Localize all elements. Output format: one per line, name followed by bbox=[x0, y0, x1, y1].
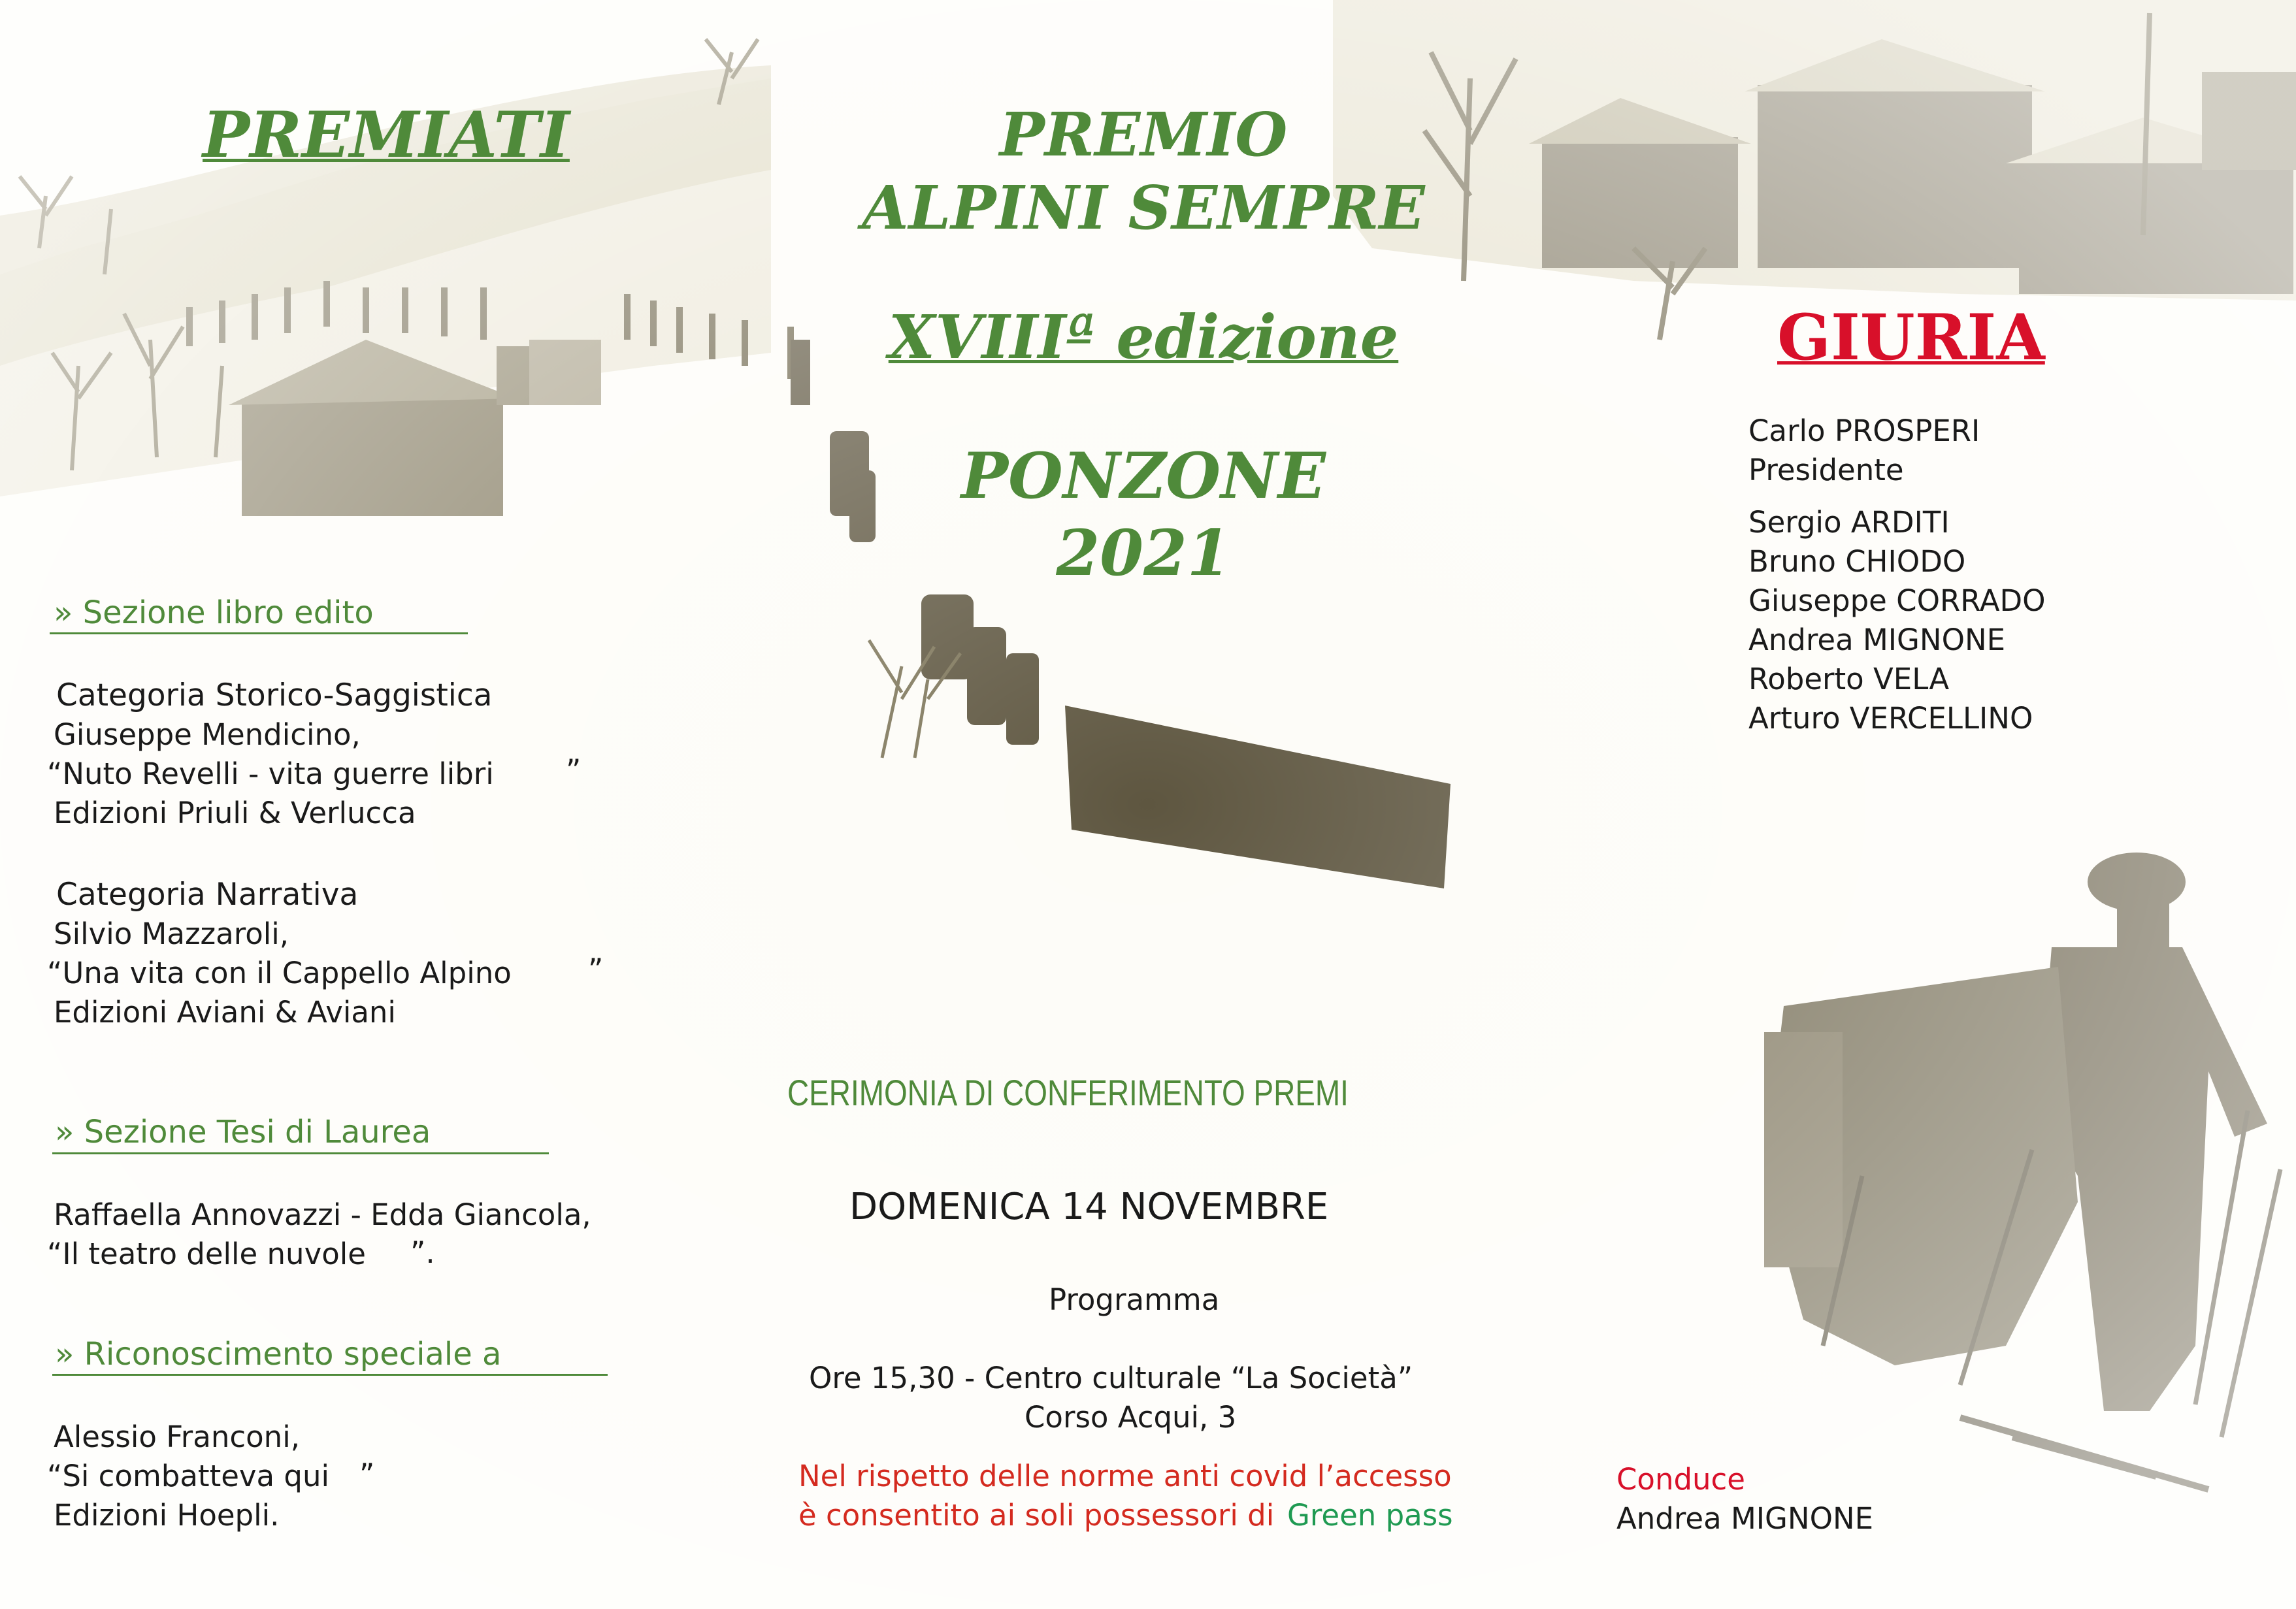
place-name: PONZONE bbox=[960, 439, 1326, 513]
premio-title-line1: PREMIO bbox=[999, 99, 1288, 170]
award-book-title: “Una vita con il Cappello Alpino bbox=[47, 956, 512, 990]
award-author: Raffaella Annovazzi - Edda Giancola, bbox=[54, 1197, 591, 1232]
section-underline bbox=[52, 1374, 608, 1376]
section-libro-edito-label: » Sezione libro edito bbox=[54, 594, 374, 631]
jury-member: Roberto VELA bbox=[1748, 662, 1950, 696]
jury-member: Giuseppe CORRADO bbox=[1748, 583, 2046, 618]
jury-member: Bruno CHIODO bbox=[1748, 544, 1966, 579]
premiati-title: PREMIATI bbox=[203, 98, 570, 172]
program-label: Programma bbox=[1049, 1282, 1220, 1317]
covid-notice-line2: è consentito ai soli possessori di bbox=[798, 1498, 1275, 1533]
closing-quote: ” bbox=[588, 952, 604, 987]
jury-member: Andrea MIGNONE bbox=[1748, 623, 2006, 657]
award-publisher: Edizioni Hoepli. bbox=[54, 1498, 280, 1533]
section-underline bbox=[50, 632, 468, 634]
jury-president-name: Carlo PROSPERI bbox=[1748, 414, 1980, 448]
host-label: Conduce bbox=[1616, 1462, 1745, 1497]
closing-quote: ” bbox=[359, 1457, 375, 1492]
category-narrativa-title: Categoria Narrativa bbox=[56, 877, 359, 913]
award-book-title: “Si combatteva qui bbox=[47, 1459, 330, 1493]
award-author: Silvio Mazzaroli, bbox=[54, 917, 289, 951]
place-title bbox=[758, 438, 1529, 592]
award-book-title: “Il teatro delle nuvole bbox=[47, 1237, 366, 1271]
closing-quote: ”. bbox=[410, 1235, 435, 1270]
award-author: Alessio Franconi, bbox=[54, 1420, 301, 1454]
premio-title-line2: ALPINI SEMPRE bbox=[862, 172, 1425, 243]
section-tesi-label: » Sezione Tesi di Laurea bbox=[55, 1114, 431, 1150]
jury-members-list bbox=[1748, 503, 2046, 738]
award-publisher: Edizioni Aviani & Aviani bbox=[54, 995, 396, 1030]
award-publisher: Edizioni Priuli & Verlucca bbox=[54, 796, 416, 830]
giuria-title: GIURIA bbox=[1777, 301, 2045, 374]
program-line1: Ore 15,30 - Centro culturale “La Società” bbox=[809, 1361, 1413, 1395]
green-pass-label: Green pass bbox=[1287, 1498, 1453, 1533]
event-date: DOMENICA 14 NOVEMBRE bbox=[849, 1186, 1329, 1228]
category-storico-title: Categoria Storico-Saggistica bbox=[56, 677, 493, 713]
premio-title bbox=[758, 98, 1529, 244]
jury-member: Sergio ARDITI bbox=[1748, 505, 1950, 540]
program-line2: Corso Acqui, 3 bbox=[1025, 1400, 1237, 1435]
jury-member: Arturo VERCELLINO bbox=[1748, 701, 2033, 736]
section-riconoscimento-label: » Riconoscimento speciale a bbox=[55, 1336, 502, 1373]
host-name: Andrea MIGNONE bbox=[1616, 1501, 1874, 1536]
covid-notice-line1: Nel rispetto delle norme anti covid l’accesso bbox=[798, 1459, 1452, 1493]
award-author: Giuseppe Mendicino, bbox=[54, 717, 361, 752]
section-underline bbox=[52, 1152, 549, 1154]
edition-label: XVIIIª edizione bbox=[888, 302, 1399, 372]
closing-quote: ” bbox=[566, 753, 582, 788]
year: 2021 bbox=[1056, 516, 1231, 590]
ceremony-title: CERIMONIA DI CONFERIMENTO PREMI bbox=[787, 1072, 1349, 1113]
jury-president-role: Presidente bbox=[1748, 453, 1904, 487]
award-book-title: “Nuto Revelli - vita guerre libri bbox=[47, 756, 494, 791]
